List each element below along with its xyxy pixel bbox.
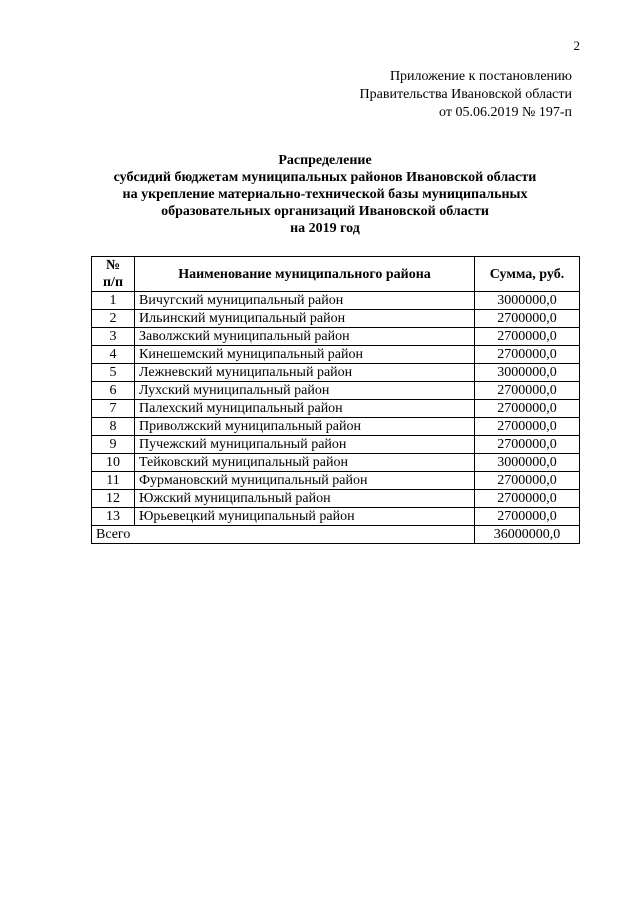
table-row: [92, 292, 580, 310]
header-district-name: Наименование муниципального района: [135, 257, 475, 292]
row-number: 8: [92, 418, 135, 436]
header-sum: Сумма, руб.: [475, 257, 580, 292]
table-row: [92, 400, 580, 418]
row-district-name: Лухский муниципальный район: [135, 382, 475, 400]
row-number: 1: [92, 292, 135, 310]
table-row: [92, 382, 580, 400]
table-row: [92, 418, 580, 436]
total-label: Всего: [92, 526, 475, 544]
appendix-line-1: Приложение к постановлению: [389, 69, 572, 84]
table-row: [92, 346, 580, 364]
row-sum: 2700000,0: [475, 328, 580, 346]
row-sum: 2700000,0: [475, 490, 580, 508]
row-district-name: Фурмановский муниципальный район: [135, 472, 475, 490]
header-number-line-1: №: [105, 258, 121, 273]
appendix-line-3: от 05.06.2019 № 197-п: [439, 105, 572, 120]
page-number: 2: [573, 38, 580, 53]
table-body: [92, 292, 580, 544]
row-district-name: Заволжский муниципальный район: [135, 328, 475, 346]
row-number: 13: [92, 508, 135, 526]
heading-line-3: на укрепление материально-технической базы муниципальных: [122, 187, 528, 202]
row-number: 12: [92, 490, 135, 508]
heading-line-5: на 2019 год: [290, 221, 360, 236]
row-number: 9: [92, 436, 135, 454]
row-sum: 3000000,0: [475, 292, 580, 310]
table-row: [92, 310, 580, 328]
row-district-name: Юрьевецкий муниципальный район: [135, 508, 475, 526]
table-row: [92, 490, 580, 508]
appendix-note: [360, 68, 572, 122]
row-district-name: Пучежский муниципальный район: [135, 436, 475, 454]
row-sum: 2700000,0: [475, 382, 580, 400]
row-sum: 2700000,0: [475, 346, 580, 364]
table-header-row: [92, 257, 580, 292]
row-number: 4: [92, 346, 135, 364]
total-sum: 36000000,0: [475, 526, 580, 544]
row-number: 11: [92, 472, 135, 490]
document-heading: [60, 152, 590, 237]
row-sum: 2700000,0: [475, 310, 580, 328]
row-sum: 2700000,0: [475, 508, 580, 526]
appendix-line-2: Правительства Ивановской области: [359, 87, 572, 102]
row-sum: 2700000,0: [475, 436, 580, 454]
row-district-name: Южский муниципальный район: [135, 490, 475, 508]
row-sum: 2700000,0: [475, 400, 580, 418]
table-row: [92, 364, 580, 382]
row-sum: 2700000,0: [475, 472, 580, 490]
table-row: [92, 472, 580, 490]
row-district-name: Кинешемский муниципальный район: [135, 346, 475, 364]
row-number: 7: [92, 400, 135, 418]
header-number: [92, 257, 135, 292]
table-row: [92, 328, 580, 346]
row-district-name: Лежневский муниципальный район: [135, 364, 475, 382]
table-row: [92, 436, 580, 454]
row-number: 2: [92, 310, 135, 328]
table-row: [92, 454, 580, 472]
heading-line-1: Распределение: [278, 153, 372, 168]
heading-line-2: субсидий бюджетам муниципальных районов Ивановской области: [113, 170, 537, 185]
row-number: 6: [92, 382, 135, 400]
row-number: 3: [92, 328, 135, 346]
row-sum: 2700000,0: [475, 418, 580, 436]
heading-line-4: образовательных организаций Ивановской области: [161, 204, 489, 219]
row-sum: 3000000,0: [475, 454, 580, 472]
header-number-line-2: п/п: [102, 275, 124, 290]
table-row: [92, 508, 580, 526]
row-district-name: Тейковский муниципальный район: [135, 454, 475, 472]
row-district-name: Палехский муниципальный район: [135, 400, 475, 418]
row-district-name: Вичугский муниципальный район: [135, 292, 475, 310]
row-district-name: Ильинский муниципальный район: [135, 310, 475, 328]
row-district-name: Приволжский муниципальный район: [135, 418, 475, 436]
row-number: 5: [92, 364, 135, 382]
row-sum: 3000000,0: [475, 364, 580, 382]
row-number: 10: [92, 454, 135, 472]
distribution-table: [91, 256, 580, 544]
table-total-row: [92, 526, 580, 544]
